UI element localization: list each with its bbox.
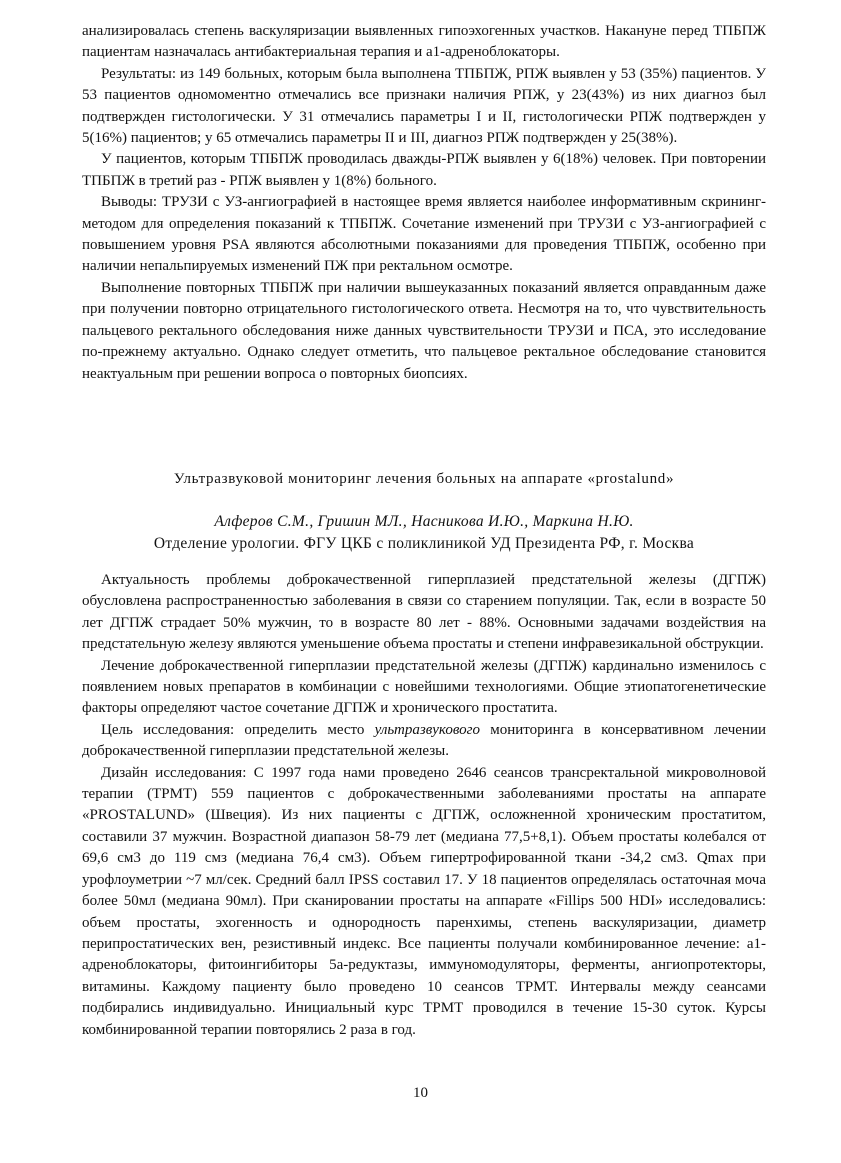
previous-article-continuation <box>82 21 766 385</box>
paragraph-conclusions: Выводы: ТРУЗИ с УЗ-ангиографией в настоящее время является наиболее информативным скрининг-методом для определения показаний к ТПБПЖ. Сочетание изменений при ТРУЗИ с УЗ-ангиографией с повышением уровня PSA являются абсолютными показаниями для проведения ТПБПЖ, особенно при наличии непальпируемых изменений ПЖ при ректальном осмотре. <box>82 194 766 275</box>
article-authors: Алферов С.М., Гришин МЛ., Насникова И.Ю., Маркина Н.Ю. <box>214 513 634 530</box>
paragraph-repeat-biopsy: У пациентов, которым ТПБПЖ проводилась дважды-РПЖ выявлен у 6(18%) человек. При повторении ТПБПЖ в третий раз - РПЖ выявлен у 1(8%) больного. <box>82 151 766 189</box>
page-number: 10 <box>413 1085 428 1101</box>
paragraph-repeat-biopsy-justification: Выполнение повторных ТПБПЖ при наличии вышеуказанных показаний является оправданным даже при получении повторно отрицательного гистологического ответа. Несмотря на то, что чувствительность пальцевого ректального обследования ниже данных чувствительности ТРУЗИ и ПСА, это исследование по-прежнему актуально. Однако следует отметить, что пальцевое ректальное обследование становится неактуальным при решении вопроса о повторных биопсиях. <box>82 279 766 382</box>
paragraph-results: Результаты: из 149 больных, которым была выполнена ТПБПЖ, РПЖ выявлен у 53 (35%) пациентов. У 53 пациентов одномоментно отмечались все признаки наличия РПЖ, у 23(43%) из них диагноз был подтвержден гистологически. У 31 отмечались параметры I и II, гистологически РПЖ подтвержден у 5(16%) пациентов; у 65 отмечались параметры II и III, диагноз РПЖ подтвержден у 25(38%). <box>82 65 766 147</box>
article-body <box>82 570 766 1041</box>
aim-emphasis: ультразвукового <box>374 721 480 738</box>
paragraph-treatment: Лечение доброкачественной гиперплазии предстательной железы (ДГПЖ) кардинально изменилось с появлением новых препаратов в комбинации с новейшими технологиями. Общие этиопатогенетические факторы определяют частое сочетание ДГПЖ и хронического простатита. <box>82 657 766 717</box>
paragraph-design: Дизайн исследования: С 1997 года нами проведено 2646 сеансов трансректальной микроволновой терапии (ТРМТ) 559 пациентов с доброкачественными заболеваниями простаты на аппарате «PROSTALUND» (Швеция). Из них пациенты с ДГПЖ, осложненной хроническим простатитом, составили 37 мужчин. Возрастной диапазон 58-79 лет (медиана 77,5+8,1). Объем простаты колебался от 69,6 см3 до 119 смз (медиана 76,4 см3). Объем гипертрофированной ткани -34,2 см3. Qmax при урофлоуметрии ~7 мл/сек. Средний балл IPSS составил 17. У 18 пациентов определялась остаточная моча более 50мл (медиана 90мл). При сканировании простаты на аппарате «Fillips 500 HDI» исследовались: объем простаты, эхогенность и однородность паренхимы, степень васкуляризации, диаметр перипростатических вен, резистивный индекс. Все пациенты получали комбинированное лечение: a1-адреноблокаторы, фитоингибиторы 5а-редуктазы, иммуномодуляторы, ферменты, ангиопротекторы, витамины. Каждому пациенту было проведено 10 сеансов ТРМТ. Интервалы между сеансами подбирались индивидуально. Инициальный курс ТРМТ проводился в течение 15-30 суток. Курсы комбинированной терапии повторялись 2 раза в год. <box>82 764 766 1038</box>
paragraph-aim <box>82 720 766 763</box>
paragraph-relevance: Актуальность проблемы доброкачественной гиперплазией предстательной железы (ДГПЖ) обусловлена распространенностью заболевания в связи со старением популяции. Так, если в возрасте 50 лет ДГПЖ страдает 50% мужчин, то в возрасте 80 лет - 88%. Основными задачами воздействия на предстательную железу являются уменьшение объема простаты и степени инфравезикальной обструкции. <box>82 572 766 653</box>
article-title: Ультразвуковой мониторинг лечения больных на аппарате «prostalund» <box>173 471 675 487</box>
paragraph-methods-end: анализировалась степень васкуляризации выявленных гипоэхогенных участков. Накануне перед ТПБПЖ пациентам назначалась антибактериальная терапия и a1-адреноблокаторы. <box>82 23 766 61</box>
aim-text-end: мониторинга в консервативном лечении доброкачественной гиперплазии предстательной железы. <box>82 721 766 760</box>
aim-text-start: Цель исследования: определить место <box>101 721 375 738</box>
article-affiliation: Отделение урологии. ФГУ ЦКБ с поликлиникой УД Президента РФ, г. Москва <box>153 535 695 552</box>
